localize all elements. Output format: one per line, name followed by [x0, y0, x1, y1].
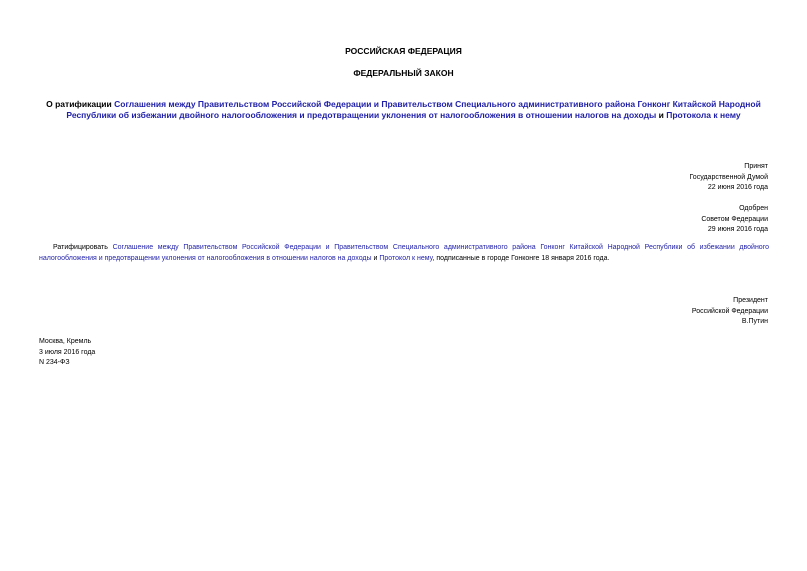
- agreement-title-link[interactable]: Соглашения между Правительством Российской Федерации и Правительством Специального административного района Гонконг Китайской Народной Республики об избежании двойного налогообложения и предотвращении уклонения от налогообложения в отношении налогов на доходы: [66, 99, 761, 120]
- agreement-body-link[interactable]: Соглашение между Правительством Российской Федерации и Правительством Специального административного района Гонконг Китайской Народной Республики об избежании двойного налогообложения и предотвращении уклонения от налогообложения в отношении налогов на доходы: [39, 244, 769, 262]
- law-type-heading: ФЕДЕРАЛЬНЫЙ ЗАКОН: [353, 68, 454, 78]
- signature-block: [692, 296, 768, 328]
- place-date: 3 июля 2016 года: [39, 348, 96, 356]
- approved-date: 29 июня 2016 года: [707, 226, 768, 233]
- law-number: N 234-ФЗ: [39, 359, 70, 366]
- title-connector: и: [656, 110, 667, 120]
- adopted-label: Принят: [744, 163, 768, 170]
- body-suffix: , подписанные в городе Гонконге 18 января 2016 года.: [432, 255, 610, 262]
- place-date-block: [39, 337, 95, 369]
- body-paragraph: [39, 242, 769, 264]
- signature-name: В.Путин: [741, 318, 768, 325]
- law-title: [38, 99, 769, 121]
- signature-country: Российской Федерации: [691, 307, 768, 315]
- protocol-title-link[interactable]: Протокола к нему: [666, 110, 741, 120]
- protocol-body-link[interactable]: Протокол к нему: [379, 255, 433, 262]
- country-heading: РОССИЙСКАЯ ФЕДЕРАЦИЯ: [345, 46, 462, 56]
- approved-body: Советом Федерации: [701, 215, 768, 223]
- approved-block: [701, 204, 768, 236]
- adopted-date: 22 июня 2016 года: [707, 184, 768, 191]
- title-prefix: О ратификации: [46, 99, 115, 109]
- signature-position: Президент: [733, 297, 768, 304]
- adopted-block: [689, 162, 768, 194]
- place-location: Москва, Кремль: [39, 338, 92, 345]
- approved-label: Одобрен: [739, 205, 768, 212]
- body-connector: и: [371, 255, 380, 262]
- adopted-body: Государственной Думой: [689, 173, 768, 181]
- body-prefix: Ратифицировать: [53, 244, 113, 251]
